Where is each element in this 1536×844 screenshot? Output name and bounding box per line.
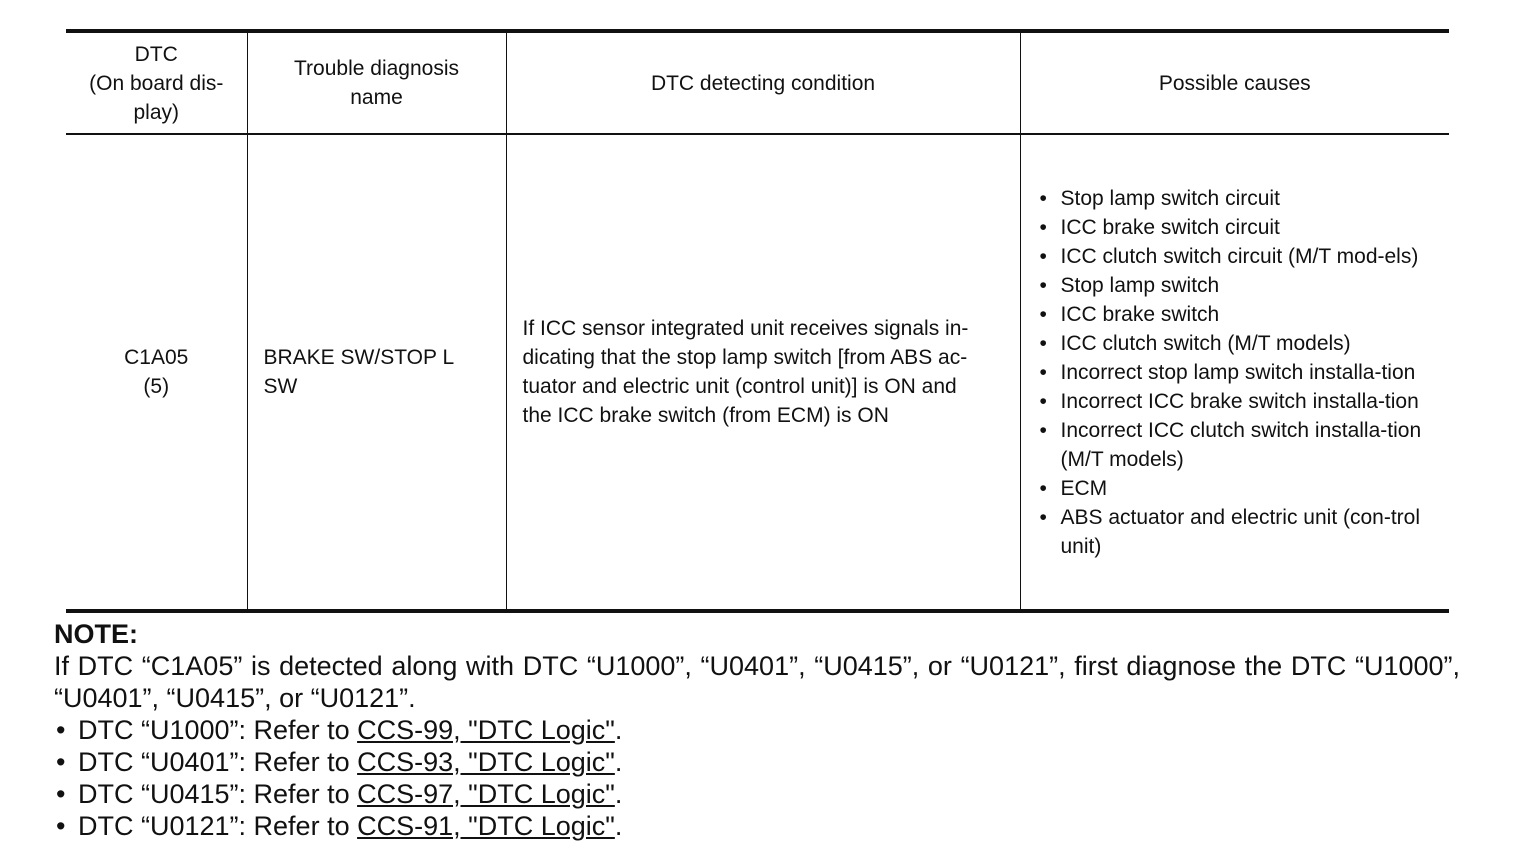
cause-item: • Stop lamp switch [1037, 271, 1440, 300]
reference-suffix: . [614, 811, 623, 841]
diagnosis-name-line: BRAKE SW/STOP L [263, 346, 455, 369]
header-possible-causes: Possible causes [1020, 31, 1449, 134]
reference-suffix: . [614, 715, 623, 745]
dtc-code-line: C1A05 [124, 346, 189, 369]
header-name-line: Trouble diagnosis [294, 57, 459, 80]
cell-diagnosis-name [247, 134, 506, 611]
dtc-code-line: (5) [143, 375, 170, 398]
reference-item [54, 714, 1460, 746]
cell-dtc-code [66, 134, 247, 611]
header-dtc-line: DTC [134, 42, 178, 66]
cause-item: • Stop lamp switch circuit [1037, 184, 1440, 213]
reference-prefix: DTC “U0121”: Refer to [78, 811, 358, 841]
note-block [54, 618, 1460, 842]
cause-item: • ECM [1037, 474, 1440, 503]
header-trouble-diagnosis-name [247, 31, 506, 134]
condition-line: the ICC brake switch (from ECM) is ON [522, 404, 889, 427]
reference-prefix: DTC “U0401”: Refer to [78, 747, 358, 777]
reference-list [54, 714, 1460, 842]
possible-causes-list [1037, 184, 1440, 561]
reference-item [54, 778, 1460, 810]
cell-detecting-condition [506, 134, 1020, 611]
cell-possible-causes [1020, 134, 1449, 611]
note-title: NOTE: [54, 619, 138, 649]
header-name-line: name [350, 86, 403, 109]
reference-link-ccs-97[interactable]: CCS-97, "DTC Logic" [357, 779, 615, 809]
reference-suffix: . [614, 747, 623, 777]
reference-prefix: DTC “U0415”: Refer to [78, 779, 358, 809]
header-detecting-condition: DTC detecting condition [506, 31, 1020, 134]
header-dtc [66, 31, 247, 134]
cause-item: • ICC brake switch circuit [1037, 213, 1440, 242]
table-header-row [66, 31, 1449, 134]
reference-item [54, 810, 1460, 842]
condition-line: If ICC sensor integrated unit receives signals in- [522, 317, 969, 340]
condition-line: dicating that the stop lamp switch [from ABS ac- [522, 346, 968, 369]
dtc-table [66, 29, 1449, 613]
cause-item: • ICC clutch switch circuit (M/T mod-​els) [1037, 242, 1440, 271]
reference-link-ccs-99[interactable]: CCS-99, "DTC Logic" [357, 715, 615, 745]
table-row [66, 134, 1449, 611]
header-dtc-line: play) [133, 100, 180, 124]
header-dtc-line: (On board dis- [89, 71, 224, 95]
reference-link-ccs-93[interactable]: CCS-93, "DTC Logic" [357, 747, 615, 777]
cause-item: • ABS actuator and electric unit (con-​trol unit) [1037, 503, 1440, 561]
reference-link-ccs-91[interactable]: CCS-91, "DTC Logic" [357, 811, 615, 841]
cause-item: • Incorrect stop lamp switch installa-​tion [1037, 358, 1440, 387]
reference-item [54, 746, 1460, 778]
cause-item: • ICC clutch switch (M/T models) [1037, 329, 1440, 358]
cause-item: • Incorrect ICC clutch switch installa-​tion (M/T models) [1037, 416, 1440, 474]
cause-item: • ICC brake switch [1037, 300, 1440, 329]
note-text: If DTC “C1A05” is detected along with DTC “U1000”, “U0401”, “U0415”, or “U0121”, first diagnose the DTC “U1000”, “U0401”, “U0415”, or “U0121”. [54, 651, 1460, 713]
reference-suffix: . [614, 779, 623, 809]
reference-prefix: DTC “U1000”: Refer to [78, 715, 358, 745]
condition-line: tuator and electric unit (control unit)] is ON and [522, 375, 957, 398]
cause-item: • Incorrect ICC brake switch installa-​tion [1037, 387, 1440, 416]
diagnosis-name-line: SW [263, 375, 298, 398]
